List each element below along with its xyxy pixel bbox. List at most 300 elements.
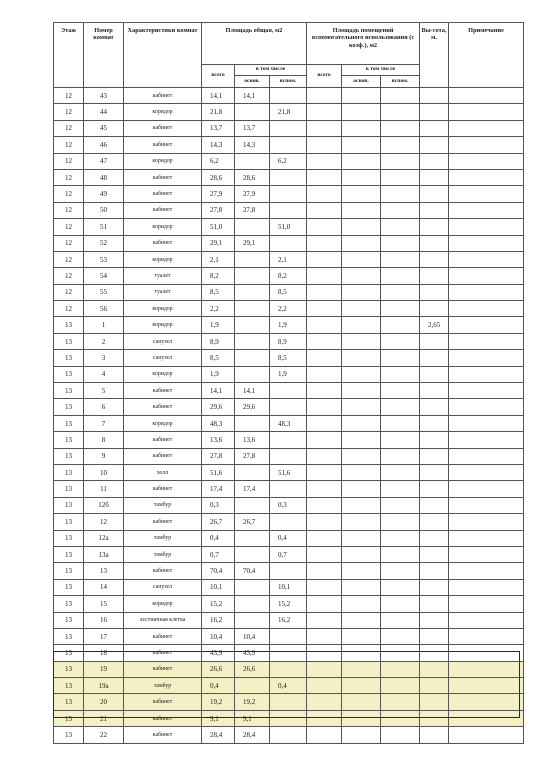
table-row: [54, 563, 524, 579]
cell-aux-all: [307, 694, 342, 710]
cell-total-all: 29,1: [202, 235, 235, 251]
cell-total-all: 9,1: [202, 710, 235, 726]
cell-room-number: 9: [84, 448, 124, 464]
cell-total-aux: 0,4: [270, 530, 307, 546]
cell-aux-all: [307, 169, 342, 185]
cell-note: [449, 481, 524, 497]
cell-total-main: 13,6: [235, 432, 270, 448]
cell-aux-main: [342, 415, 381, 431]
cell-room-number: 2: [84, 333, 124, 349]
cell-note: [449, 317, 524, 333]
table-row: [54, 366, 524, 382]
cell-height: [420, 88, 449, 104]
cell-aux-main: [342, 88, 381, 104]
cell-total-aux: 8,5: [270, 350, 307, 366]
cell-aux-all: [307, 88, 342, 104]
cell-note: [449, 579, 524, 595]
header-total-area: Площадь общая, м2: [202, 23, 307, 65]
cell-characteristics: кабинет: [124, 710, 202, 726]
cell-total-aux: [270, 120, 307, 136]
cell-aux-main: [342, 596, 381, 612]
cell-total-all: 6,2: [202, 153, 235, 169]
cell-room-number: 51: [84, 219, 124, 235]
cell-aux-aux: [381, 464, 420, 480]
cell-note: [449, 251, 524, 267]
cell-height: [420, 268, 449, 284]
cell-floor: 12: [54, 153, 84, 169]
cell-note: [449, 235, 524, 251]
table-row: [54, 104, 524, 120]
cell-aux-all: [307, 546, 342, 562]
table-row: [54, 514, 524, 530]
cell-floor: 13: [54, 317, 84, 333]
cell-floor: 13: [54, 710, 84, 726]
cell-total-all: 15,2: [202, 596, 235, 612]
cell-room-number: 16: [84, 612, 124, 628]
cell-aux-all: [307, 120, 342, 136]
cell-total-main: 26,7: [235, 514, 270, 530]
room-area-table: [53, 22, 524, 744]
cell-note: [449, 153, 524, 169]
cell-aux-aux: [381, 268, 420, 284]
cell-height: [420, 284, 449, 300]
cell-note: [449, 678, 524, 694]
cell-floor: 13: [54, 530, 84, 546]
cell-aux-main: [342, 301, 381, 317]
cell-aux-aux: [381, 104, 420, 120]
cell-note: [449, 415, 524, 431]
cell-floor: 12: [54, 268, 84, 284]
cell-aux-main: [342, 202, 381, 218]
cell-floor: 13: [54, 727, 84, 743]
cell-height: [420, 464, 449, 480]
table-row: [54, 727, 524, 743]
table-row: [54, 186, 524, 202]
cell-total-all: 43,9: [202, 645, 235, 661]
cell-aux-aux: [381, 88, 420, 104]
cell-characteristics: кабинет: [124, 399, 202, 415]
cell-characteristics: кабинет: [124, 235, 202, 251]
cell-aux-all: [307, 251, 342, 267]
cell-aux-main: [342, 563, 381, 579]
cell-characteristics: кабинет: [124, 169, 202, 185]
cell-aux-all: [307, 661, 342, 677]
cell-room-number: 3: [84, 350, 124, 366]
cell-total-all: 27,8: [202, 202, 235, 218]
table-row: [54, 415, 524, 431]
cell-characteristics: тамбур: [124, 678, 202, 694]
cell-total-all: 28,6: [202, 169, 235, 185]
cell-aux-aux: [381, 415, 420, 431]
cell-aux-main: [342, 219, 381, 235]
cell-aux-aux: [381, 497, 420, 513]
cell-aux-aux: [381, 169, 420, 185]
cell-aux-aux: [381, 399, 420, 415]
cell-total-main: 14,3: [235, 137, 270, 153]
cell-room-number: 17: [84, 628, 124, 644]
cell-aux-all: [307, 514, 342, 530]
cell-note: [449, 301, 524, 317]
cell-room-number: 15: [84, 596, 124, 612]
cell-characteristics: кабинет: [124, 514, 202, 530]
table-row: [54, 88, 524, 104]
table-row: [54, 497, 524, 513]
cell-aux-main: [342, 284, 381, 300]
cell-floor: 13: [54, 645, 84, 661]
cell-total-main: [235, 268, 270, 284]
cell-floor: 12: [54, 137, 84, 153]
table-row: [54, 464, 524, 480]
header-aux-including: в том числе: [342, 65, 420, 76]
header-aux-aux: вспом.: [381, 76, 420, 88]
cell-aux-aux: [381, 317, 420, 333]
cell-total-main: 14,1: [235, 88, 270, 104]
table-row: [54, 169, 524, 185]
cell-aux-all: [307, 415, 342, 431]
cell-total-aux: 2,2: [270, 301, 307, 317]
cell-note: [449, 399, 524, 415]
cell-total-main: [235, 153, 270, 169]
cell-aux-main: [342, 268, 381, 284]
cell-total-all: 1,9: [202, 317, 235, 333]
cell-characteristics: коридор: [124, 596, 202, 612]
cell-total-all: 13,6: [202, 432, 235, 448]
cell-floor: 13: [54, 481, 84, 497]
table-row: [54, 333, 524, 349]
cell-height: [420, 333, 449, 349]
table-row: [54, 251, 524, 267]
cell-total-aux: [270, 137, 307, 153]
cell-aux-aux: [381, 678, 420, 694]
table-row: [54, 678, 524, 694]
cell-height: 2,65: [420, 317, 449, 333]
table-row: [54, 399, 524, 415]
cell-total-main: [235, 464, 270, 480]
cell-total-main: 27,8: [235, 202, 270, 218]
cell-aux-main: [342, 432, 381, 448]
cell-note: [449, 268, 524, 284]
cell-room-number: 45: [84, 120, 124, 136]
cell-total-main: [235, 317, 270, 333]
cell-note: [449, 350, 524, 366]
cell-aux-main: [342, 464, 381, 480]
cell-aux-main: [342, 628, 381, 644]
cell-total-all: 27,8: [202, 448, 235, 464]
cell-aux-aux: [381, 301, 420, 317]
table-row: [54, 596, 524, 612]
cell-room-number: 44: [84, 104, 124, 120]
cell-room-number: 13а: [84, 546, 124, 562]
cell-characteristics: кабинет: [124, 481, 202, 497]
cell-floor: 13: [54, 350, 84, 366]
cell-total-aux: 8,5: [270, 284, 307, 300]
cell-aux-main: [342, 317, 381, 333]
header-total-aux: вспом.: [270, 76, 307, 88]
cell-total-aux: 51,0: [270, 219, 307, 235]
header-height: Вы-сота, м.: [420, 23, 449, 88]
cell-aux-all: [307, 301, 342, 317]
cell-room-number: 19а: [84, 678, 124, 694]
cell-aux-main: [342, 514, 381, 530]
cell-total-main: 19,2: [235, 694, 270, 710]
cell-aux-main: [342, 186, 381, 202]
cell-total-main: [235, 546, 270, 562]
cell-total-main: 17,4: [235, 481, 270, 497]
cell-aux-aux: [381, 137, 420, 153]
cell-total-aux: [270, 481, 307, 497]
cell-total-aux: 0,3: [270, 497, 307, 513]
cell-aux-main: [342, 481, 381, 497]
cell-aux-all: [307, 399, 342, 415]
cell-aux-main: [342, 694, 381, 710]
cell-total-aux: 15,2: [270, 596, 307, 612]
cell-total-main: 27,9: [235, 186, 270, 202]
cell-room-number: 6: [84, 399, 124, 415]
cell-total-main: [235, 284, 270, 300]
cell-characteristics: коридор: [124, 301, 202, 317]
cell-aux-all: [307, 268, 342, 284]
cell-note: [449, 120, 524, 136]
cell-characteristics: тамбур: [124, 497, 202, 513]
cell-aux-all: [307, 448, 342, 464]
cell-total-aux: 16,2: [270, 612, 307, 628]
cell-room-number: 1: [84, 317, 124, 333]
cell-aux-main: [342, 153, 381, 169]
cell-characteristics: кабинет: [124, 645, 202, 661]
cell-aux-all: [307, 284, 342, 300]
cell-note: [449, 628, 524, 644]
cell-total-main: [235, 104, 270, 120]
cell-total-aux: 1,9: [270, 366, 307, 382]
cell-floor: 13: [54, 415, 84, 431]
cell-height: [420, 563, 449, 579]
header-characteristics: Характеристики комнат: [124, 23, 202, 88]
cell-height: [420, 104, 449, 120]
cell-aux-aux: [381, 612, 420, 628]
cell-aux-all: [307, 530, 342, 546]
table-row: [54, 530, 524, 546]
table-row: [54, 301, 524, 317]
cell-aux-all: [307, 104, 342, 120]
cell-characteristics: коридор: [124, 415, 202, 431]
header-note: Примечание: [449, 23, 524, 88]
cell-aux-main: [342, 612, 381, 628]
cell-total-all: 2,2: [202, 301, 235, 317]
cell-aux-all: [307, 645, 342, 661]
cell-total-aux: [270, 235, 307, 251]
cell-height: [420, 202, 449, 218]
header-aux-all: всего: [307, 65, 342, 88]
cell-floor: 13: [54, 694, 84, 710]
cell-aux-aux: [381, 530, 420, 546]
table-row: [54, 350, 524, 366]
header-room-number: Номер комнат: [84, 23, 124, 88]
cell-characteristics: коридор: [124, 219, 202, 235]
cell-aux-all: [307, 464, 342, 480]
cell-aux-all: [307, 350, 342, 366]
cell-total-all: 2,1: [202, 251, 235, 267]
cell-aux-main: [342, 251, 381, 267]
cell-height: [420, 645, 449, 661]
cell-total-main: [235, 612, 270, 628]
table-row: [54, 202, 524, 218]
cell-total-aux: [270, 448, 307, 464]
cell-total-main: [235, 579, 270, 595]
cell-total-main: 28,4: [235, 727, 270, 743]
cell-room-number: 53: [84, 251, 124, 267]
table-row: [54, 317, 524, 333]
cell-aux-all: [307, 202, 342, 218]
cell-height: [420, 596, 449, 612]
cell-floor: 13: [54, 333, 84, 349]
table-row: [54, 546, 524, 562]
cell-note: [449, 88, 524, 104]
cell-aux-aux: [381, 628, 420, 644]
cell-total-all: 19,2: [202, 694, 235, 710]
cell-aux-aux: [381, 579, 420, 595]
cell-total-all: 0,4: [202, 678, 235, 694]
cell-aux-main: [342, 120, 381, 136]
cell-floor: 12: [54, 186, 84, 202]
cell-aux-aux: [381, 481, 420, 497]
cell-aux-aux: [381, 251, 420, 267]
cell-total-all: 51,6: [202, 464, 235, 480]
cell-room-number: 55: [84, 284, 124, 300]
cell-aux-aux: [381, 661, 420, 677]
cell-total-aux: [270, 202, 307, 218]
cell-note: [449, 448, 524, 464]
cell-height: [420, 497, 449, 513]
cell-floor: 13: [54, 661, 84, 677]
cell-characteristics: кабинет: [124, 563, 202, 579]
cell-characteristics: кабинет: [124, 694, 202, 710]
cell-height: [420, 678, 449, 694]
cell-floor: 13: [54, 399, 84, 415]
cell-room-number: 12а: [84, 530, 124, 546]
cell-note: [449, 514, 524, 530]
cell-floor: 12: [54, 301, 84, 317]
cell-aux-aux: [381, 186, 420, 202]
cell-floor: 12: [54, 219, 84, 235]
cell-note: [449, 530, 524, 546]
cell-characteristics: туалет: [124, 268, 202, 284]
table-row: [54, 432, 524, 448]
cell-height: [420, 481, 449, 497]
cell-total-main: 70,4: [235, 563, 270, 579]
cell-total-all: 51,0: [202, 219, 235, 235]
cell-characteristics: кабинет: [124, 448, 202, 464]
cell-total-all: 10,1: [202, 579, 235, 595]
cell-aux-main: [342, 661, 381, 677]
cell-aux-all: [307, 727, 342, 743]
table-header: [54, 23, 524, 88]
cell-total-main: 29,1: [235, 235, 270, 251]
cell-total-all: 48,3: [202, 415, 235, 431]
cell-aux-all: [307, 579, 342, 595]
cell-floor: 13: [54, 514, 84, 530]
cell-aux-main: [342, 383, 381, 399]
cell-aux-all: [307, 678, 342, 694]
cell-total-main: 9,1: [235, 710, 270, 726]
table-row: [54, 448, 524, 464]
cell-aux-aux: [381, 219, 420, 235]
cell-total-aux: [270, 727, 307, 743]
cell-height: [420, 137, 449, 153]
cell-floor: 13: [54, 497, 84, 513]
cell-note: [449, 202, 524, 218]
cell-note: [449, 563, 524, 579]
cell-aux-main: [342, 137, 381, 153]
cell-characteristics: кабинет: [124, 661, 202, 677]
cell-height: [420, 432, 449, 448]
cell-note: [449, 383, 524, 399]
cell-aux-main: [342, 645, 381, 661]
cell-room-number: 7: [84, 415, 124, 431]
cell-total-aux: 48,3: [270, 415, 307, 431]
cell-total-aux: [270, 169, 307, 185]
cell-characteristics: коридор: [124, 366, 202, 382]
cell-total-main: [235, 678, 270, 694]
cell-total-all: 0,3: [202, 497, 235, 513]
cell-characteristics: санузел: [124, 333, 202, 349]
cell-aux-main: [342, 104, 381, 120]
cell-total-all: 27,9: [202, 186, 235, 202]
cell-height: [420, 399, 449, 415]
cell-total-aux: [270, 432, 307, 448]
cell-aux-aux: [381, 694, 420, 710]
cell-room-number: 14: [84, 579, 124, 595]
cell-total-aux: 21,8: [270, 104, 307, 120]
cell-total-all: 29,6: [202, 399, 235, 415]
cell-note: [449, 104, 524, 120]
table-row: [54, 481, 524, 497]
cell-note: [449, 284, 524, 300]
cell-total-aux: 0,7: [270, 546, 307, 562]
cell-total-all: 26,6: [202, 661, 235, 677]
cell-height: [420, 415, 449, 431]
cell-aux-all: [307, 563, 342, 579]
cell-total-all: 13,7: [202, 120, 235, 136]
cell-floor: 13: [54, 596, 84, 612]
cell-total-main: 10,4: [235, 628, 270, 644]
cell-note: [449, 727, 524, 743]
table-row: [54, 383, 524, 399]
cell-total-main: [235, 219, 270, 235]
cell-total-main: [235, 530, 270, 546]
cell-floor: 13: [54, 546, 84, 562]
cell-note: [449, 596, 524, 612]
cell-total-all: 21,8: [202, 104, 235, 120]
cell-floor: 13: [54, 383, 84, 399]
cell-height: [420, 219, 449, 235]
cell-aux-main: [342, 678, 381, 694]
cell-aux-main: [342, 366, 381, 382]
table-row: [54, 710, 524, 726]
cell-aux-all: [307, 497, 342, 513]
cell-aux-aux: [381, 596, 420, 612]
cell-total-all: 8,5: [202, 284, 235, 300]
cell-total-main: 13,7: [235, 120, 270, 136]
cell-room-number: 56: [84, 301, 124, 317]
cell-total-all: 16,2: [202, 612, 235, 628]
cell-floor: 12: [54, 120, 84, 136]
cell-note: [449, 612, 524, 628]
cell-room-number: 4: [84, 366, 124, 382]
cell-note: [449, 186, 524, 202]
cell-total-main: 28,6: [235, 169, 270, 185]
cell-floor: 13: [54, 563, 84, 579]
cell-characteristics: тамбур: [124, 530, 202, 546]
